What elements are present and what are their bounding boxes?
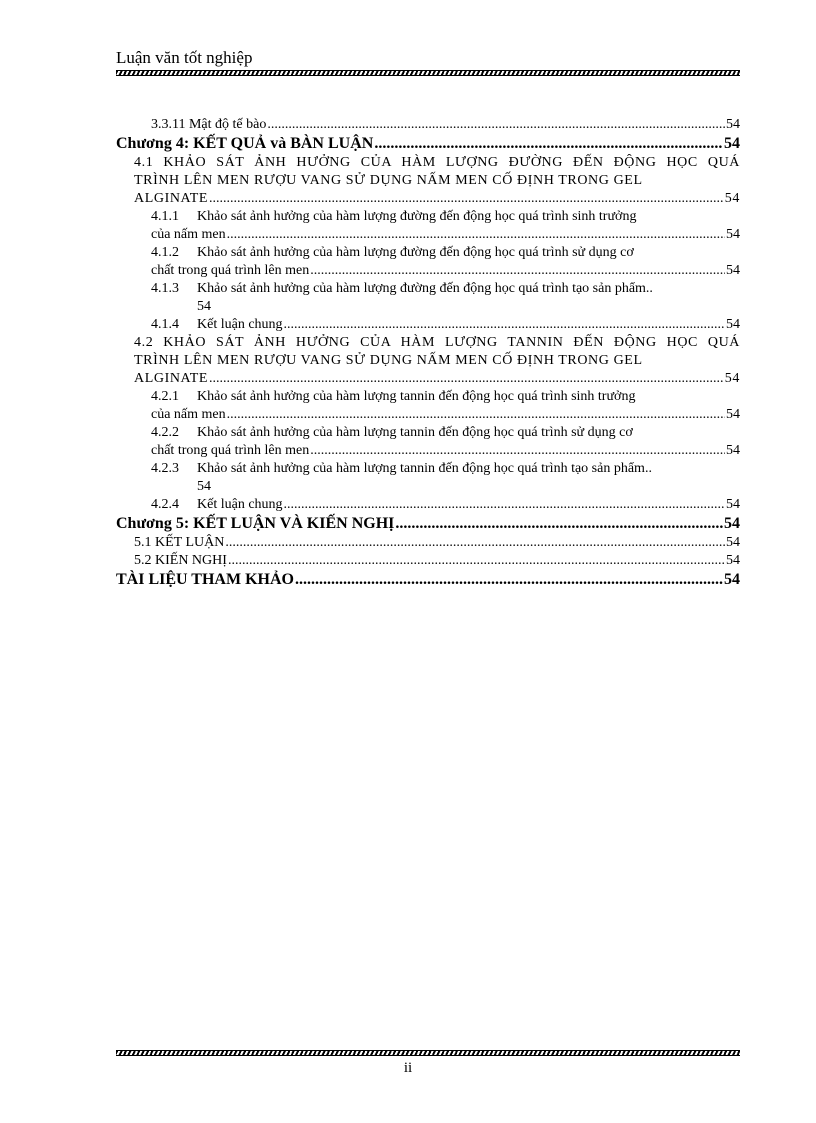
toc-page-number: 54 (724, 191, 740, 206)
dot-leader (209, 370, 724, 388)
toc-page-number: 54 (726, 443, 740, 458)
dot-leader (284, 496, 725, 514)
toc-entry-4-1[interactable] (116, 154, 740, 208)
dot-leader (295, 570, 723, 590)
toc-entry-5-1[interactable] (116, 534, 740, 552)
toc-page-number: 54 (726, 497, 740, 512)
toc-entry-text-line1: Khảo sát ảnh hưởng của hàm lượng tannin đến động học quá trình sinh trưởng (197, 389, 636, 404)
toc-page-number: 54 (197, 479, 211, 494)
toc-entry-text: Kết luận chung (197, 497, 283, 512)
toc-entry-5-2[interactable] (116, 552, 740, 570)
toc-entry-text-line3: ALGINATE (134, 191, 209, 206)
toc-entry-number: 4.2.4 (151, 497, 179, 512)
dot-leader (284, 316, 725, 334)
toc-entry-text-line1: Khảo sát ảnh hưởng của hàm lượng tannin đến động học quá trình tạo sản phẩm.. (197, 461, 652, 476)
footer-rule (116, 1050, 740, 1056)
dot-leader (225, 534, 725, 552)
toc-page-number: 54 (726, 317, 740, 332)
toc-chapter-title: Chương 5: KẾT LUẬN VÀ KIẾN NGHỊ (116, 515, 395, 532)
toc-page-number: 54 (197, 299, 211, 314)
footer-page-number: ii (403, 1060, 413, 1076)
toc-entry-4-1-3[interactable] (116, 280, 740, 316)
toc-entry-3-3-11[interactable] (116, 116, 740, 134)
toc-entry-text-line2: của nấm men (151, 227, 226, 242)
toc-entry-text-line1: Khảo sát ảnh hưởng của hàm lượng tannin đến động học quá trình sử dụng cơ (197, 425, 633, 440)
toc-entry-references[interactable] (116, 570, 740, 590)
toc-page-number: 54 (726, 117, 740, 132)
dot-leader (227, 226, 725, 244)
toc-page-number: 54 (724, 515, 740, 532)
toc-entry-text-line2: chất trong quá trình lên men (151, 443, 310, 458)
dot-leader (310, 262, 725, 280)
toc-entry-text: 5.1 KẾT LUẬN (134, 535, 225, 550)
toc-entry-4-1-2[interactable] (116, 244, 740, 280)
toc-page-number: 54 (724, 135, 740, 152)
toc-entry-number: 4.1.4 (151, 317, 179, 332)
toc-page-number: 54 (724, 371, 740, 386)
toc-entry-4-2-2[interactable] (116, 424, 740, 460)
toc-entry-text-line1: Khảo sát ảnh hưởng của hàm lượng đường đến động học quá trình sinh trưởng (197, 209, 637, 224)
toc-entry-4-1-4[interactable] (116, 316, 740, 334)
toc-entry-4-2-4[interactable] (116, 496, 740, 514)
toc-page-number: 54 (724, 571, 740, 588)
toc-entry-text-line1: Khảo sát ảnh hưởng của hàm lượng đường đến động học quá trình sử dụng cơ (197, 245, 634, 260)
dot-leader (227, 406, 725, 424)
toc-entry-text-line2: TRÌNH LÊN MEN RƯỢU VANG SỬ DỤNG NẤM MEN CỐ ĐỊNH TRONG GEL (134, 353, 643, 368)
header-rule (116, 70, 740, 76)
dot-leader (395, 514, 723, 534)
toc-entry-text-line3: ALGINATE (134, 371, 209, 386)
toc-entry-4-2-3[interactable] (116, 460, 740, 496)
dot-leader (209, 190, 724, 208)
toc-entry-chapter-5[interactable] (116, 514, 740, 534)
toc-entry-text-line1: Khảo sát ảnh hưởng của hàm lượng đường đến động học quá trình tạo sản phẩm.. (197, 281, 653, 296)
toc-entry-number: 4.1.1 (151, 209, 179, 224)
toc-entry-number: 4.2.2 (151, 425, 179, 440)
dot-leader (267, 116, 725, 134)
toc-entry-number: 4.1.3 (151, 281, 179, 296)
toc-entry-text: 3.3.11 Mật độ tế bào (151, 117, 267, 132)
toc-entry-text-line2: chất trong quá trình lên men (151, 263, 310, 278)
toc-entry-number: 4.2.3 (151, 461, 179, 476)
toc-chapter-title: Chương 4: KẾT QUẢ và BÀN LUẬN (116, 135, 374, 152)
toc-entry-number: 4.2.1 (151, 389, 179, 404)
toc-entry-text-line2: TRÌNH LÊN MEN RƯỢU VANG SỬ DỤNG NẤM MEN CỐ ĐỊNH TRONG GEL (134, 173, 643, 188)
dot-leader (310, 442, 725, 460)
dot-leader (374, 134, 723, 154)
toc-entry-text-line2: của nấm men (151, 407, 226, 422)
toc-entry-number: 4.1.2 (151, 245, 179, 260)
toc-page-number: 54 (726, 535, 740, 550)
toc-entry-text: Kết luận chung (197, 317, 283, 332)
dot-leader (228, 552, 725, 570)
toc-entry-4-1-1[interactable] (116, 208, 740, 244)
toc-entry-4-2[interactable] (116, 334, 740, 388)
toc-page-number: 54 (726, 407, 740, 422)
table-of-contents (116, 116, 740, 590)
toc-entry-text-line1: 4.1 KHẢO SÁT ẢNH HƯỞNG CỦA HÀM LƯỢNG ĐƯỜNG ĐẾN ĐỘNG HỌC QUÁ (134, 155, 740, 170)
toc-entry-text: 5.2 KIẾN NGHỊ (134, 553, 227, 568)
toc-page-number: 54 (726, 227, 740, 242)
toc-entry-text-line1: 4.2 KHẢO SÁT ẢNH HƯỞNG CỦA HÀM LƯỢNG TANNIN ĐẾN ĐỘNG HỌC QUÁ (134, 335, 740, 350)
toc-page-number: 54 (726, 263, 740, 278)
toc-entry-4-2-1[interactable] (116, 388, 740, 424)
toc-page-number: 54 (726, 553, 740, 568)
toc-chapter-title: TÀI LIỆU THAM KHẢO (116, 571, 294, 588)
toc-entry-chapter-4[interactable] (116, 134, 740, 154)
running-header-title: Luận văn tốt nghiệp (116, 48, 253, 67)
